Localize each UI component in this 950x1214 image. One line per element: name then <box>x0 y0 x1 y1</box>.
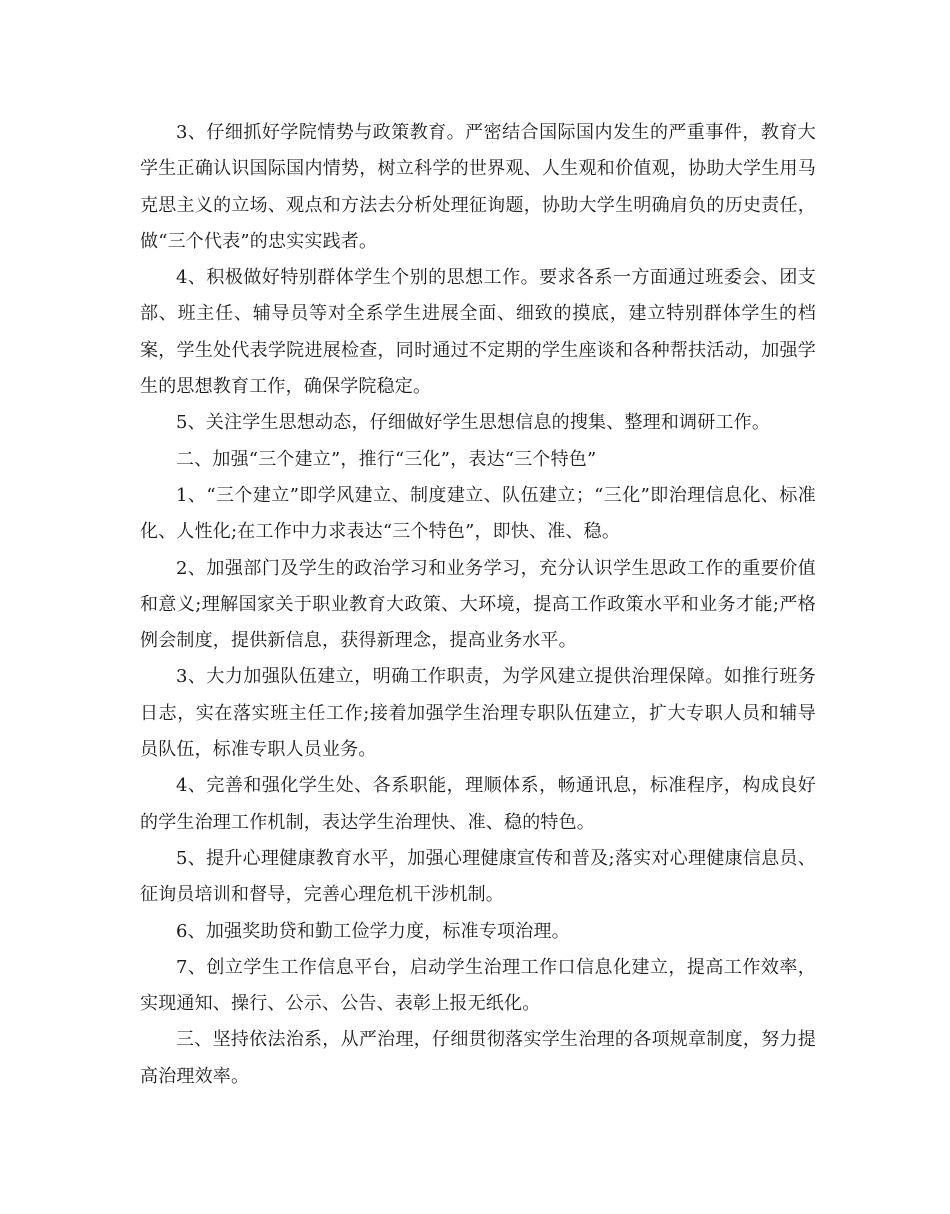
paragraph-item-5-student-thought: 5、关注学生思想动态，仔细做好学生思想信息的搜集、整理和调研工作。 <box>176 412 771 434</box>
section-heading-three: 三、坚持依法治系，从严治理，仔细贯彻落实学生治理的各项规章制度，努力提高治理效率。 <box>140 1029 816 1087</box>
paragraph-item-7-info-platform: 7、创立学生工作信息平台，启动学生治理工作口信息化建立，提高工作效率，实现通知、操行、公示、公告、表彰上报无纸化。 <box>140 956 816 1015</box>
paragraph-item-2-political-study: 2、加强部门及学生的政治学习和业务学习，充分认识学生思政工作的重要价值和意义;理解国家关于职业教育大政策、大环境，提高工作政策水平和业务才能;严格例会制度，提供新信息，获得新理念，提高业务水平。 <box>140 557 816 652</box>
paragraph-item-5-mental-health: 5、提升心理健康教育水平，加强心理健康宣传和普及;落实对心理健康信息员、征询员培训和督导，完善心理危机干涉机制。 <box>140 847 816 906</box>
paragraph-item-3-team-building: 3、大力加强队伍建立，明确工作职责，为学风建立提供治理保障。如推行班务日志，实在落实班主任工作;接着加强学生治理专职队伍建立，扩大专职人员和辅导员队伍，标准专职人员业务。 <box>140 666 816 761</box>
paragraph-item-3-current-affairs: 3、仔细抓好学院情势与政策教育。严密结合国际国内发生的严重事件，教育大学生正确认识国际国内情势，树立科学的世界观、人生观和价值观，协助大学生用马克思主义的立场、观点和方法去分析处理征询题，协助大学生明确肩负的历史责任，做“三个代表”的忠实实践者。 <box>140 122 816 252</box>
paragraph-item-1-three-constructions: 1、“三个建立”即学风建立、制度建立、队伍建立；“三化”即治理信息化、标准化、人性化;在工作中力求表达“三个特色”，即快、准、稳。 <box>140 484 816 543</box>
section-heading-two: 二、加强“三个建立”，推行“三化”，表达“三个特色” <box>176 448 597 470</box>
document-body <box>140 115 816 1095</box>
paragraph-item-4-special-groups: 4、积极做好特别群体学生个别的思想工作。要求各系一方面通过班委会、团支部、班主任、辅导员等对全系学生进展全面、细致的摸底，建立特别群体学生的档案，学生处代表学院进展检查，同时通过不定期的学生座谈和各种帮扶活动，加强学生的思想教育工作，确保学院稳定。 <box>140 267 816 398</box>
paragraph-item-6-financial-aid: 6、加强奖助贷和勤工俭学力度，标准专项治理。 <box>176 920 570 942</box>
paragraph-item-4-functions: 4、完善和强化学生处、各系职能，理顺体系，畅通讯息，标准程序，构成良好的学生治理工作机制，表达学生治理快、准、稳的特色。 <box>140 775 816 833</box>
